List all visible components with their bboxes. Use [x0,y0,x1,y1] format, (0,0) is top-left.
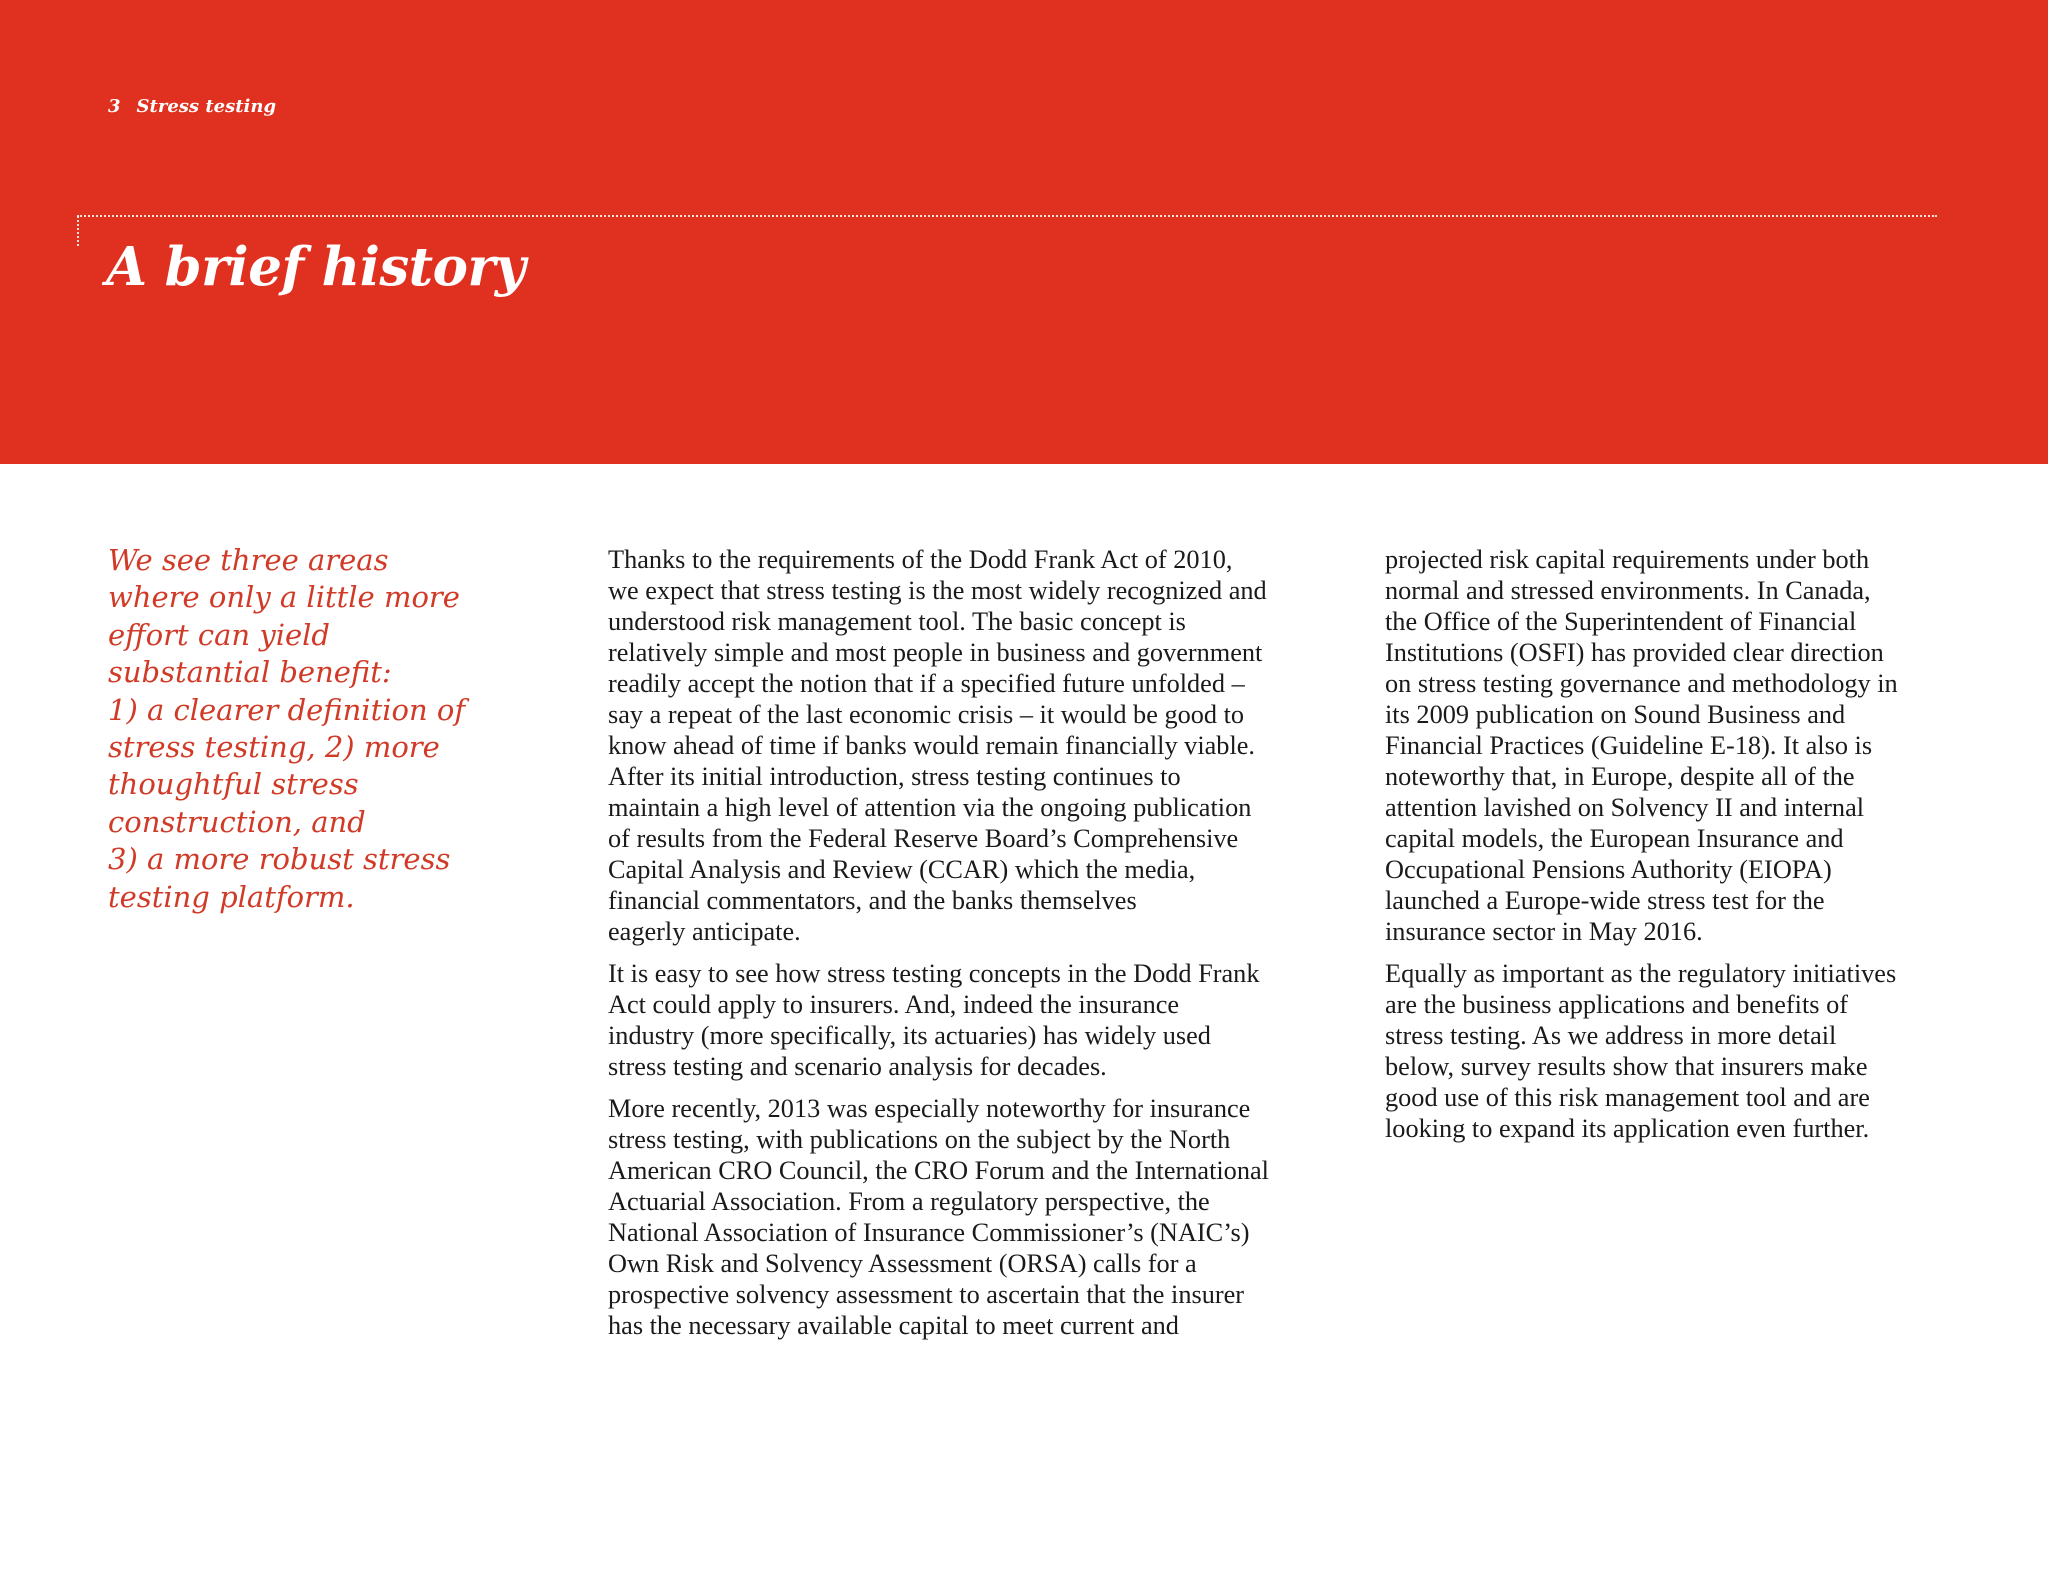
text-line: Act could apply to insurers. And, indeed the insurance [608,990,1180,1019]
text-line: noteworthy that, in Europe, despite all of the [1385,762,1855,791]
body-column-1 [608,544,1328,1352]
pull-quote-line: testing platform. [108,879,355,914]
pull-quote-line: 3) a more robust stress [108,842,451,877]
text-line: looking to expand its application even further. [1385,1114,1870,1143]
dotted-divider-tick [77,216,79,246]
text-line: More recently, 2013 was especially noteworthy for insurance [608,1094,1251,1123]
text-line: on stress testing governance and methodology in [1385,669,1898,698]
pull-quote-line: where only a little more [108,580,460,615]
text-line: projected risk capital requirements under both [1385,545,1870,574]
pull-quote-line: thoughtful stress [108,767,359,802]
text-line: understood risk management tool. The basic concept is [608,607,1186,636]
text-line: normal and stressed environments. In Canada, [1385,576,1871,605]
text-line: prospective solvency assessment to ascertain that the insurer [608,1280,1245,1309]
text-line: financial commentators, and the banks themselves [608,886,1137,915]
body-paragraph [608,544,1328,947]
pull-quote-line: 1) a clearer definition of [108,692,466,727]
text-line: National Association of Insurance Commissioner’s (NAIC’s) [608,1218,1250,1247]
header-banner [0,0,2048,464]
text-line: good use of this risk management tool and are [1385,1083,1870,1112]
pull-quote-line: substantial benefit: [108,655,392,690]
pull-quote-line: construction, and [108,804,366,839]
text-line: Occupational Pensions Authority (EIOPA) [1385,855,1832,884]
text-line: readily accept the notion that if a specified future unfolded – [608,669,1245,698]
text-line: relatively simple and most people in business and government [608,638,1263,667]
text-line: stress testing and scenario analysis for decades. [608,1052,1107,1081]
page-number: 3 [108,96,121,117]
text-line: launched a Europe-wide stress test for the [1385,886,1825,915]
running-title: Stress testing [136,96,277,117]
text-line: Equally as important as the regulatory initiatives [1385,959,1897,988]
text-line: are the business applications and benefits of [1385,990,1848,1019]
body-paragraph [1385,544,2005,947]
text-line: attention lavished on Solvency II and internal [1385,793,1865,822]
text-line: insurance sector in May 2016. [1385,917,1703,946]
text-line: capital models, the European Insurance and [1385,824,1844,853]
text-line: Own Risk and Solvency Assessment (ORSA) calls for a [608,1249,1197,1278]
text-line: of results from the Federal Reserve Board’s Comprehensive [608,824,1239,853]
text-line: know ahead of time if banks would remain financially viable. [608,731,1255,760]
text-line: American CRO Council, the CRO Forum and the International [608,1156,1269,1185]
running-header [108,96,276,117]
page-title: A brief history [106,236,526,298]
text-line: After its initial introduction, stress testing continues to [608,762,1181,791]
body-paragraph [1385,958,2005,1144]
pull-quote-line: stress testing, 2) more [108,730,440,765]
text-line: its 2009 publication on Sound Business and [1385,700,1846,729]
pull-quote [108,542,508,916]
body-paragraph [608,958,1328,1082]
body-column-2 [1385,544,2005,1155]
text-line: Thanks to the requirements of the Dodd Frank Act of 2010, [608,545,1233,574]
text-line: stress testing, with publications on the subject by the North [608,1125,1231,1154]
text-line: eagerly anticipate. [608,917,801,946]
text-line: say a repeat of the last economic crisis – it would be good to [608,700,1245,729]
text-line: maintain a high level of attention via the ongoing publication [608,793,1252,822]
text-line: stress testing. As we address in more detail [1385,1021,1837,1050]
text-line: has the necessary available capital to meet current and [608,1311,1179,1340]
text-line: Capital Analysis and Review (CCAR) which the media, [608,855,1196,884]
text-line: It is easy to see how stress testing concepts in the Dodd Frank [608,959,1260,988]
text-line: below, survey results show that insurers make [1385,1052,1868,1081]
text-line: the Office of the Superintendent of Financial [1385,607,1857,636]
body-paragraph [608,1093,1328,1341]
text-line: Actuarial Association. From a regulatory perspective, the [608,1187,1210,1216]
pull-quote-line: effort can yield [108,617,330,652]
pull-quote-line: We see three areas [108,543,389,577]
text-line: industry (more specifically, its actuaries) has widely used [608,1021,1211,1050]
text-line: Institutions (OSFI) has provided clear direction [1385,638,1884,667]
text-line: Financial Practices (Guideline E-18). It also is [1385,731,1873,760]
dotted-divider [77,215,1937,217]
text-line: we expect that stress testing is the most widely recognized and [608,576,1267,605]
